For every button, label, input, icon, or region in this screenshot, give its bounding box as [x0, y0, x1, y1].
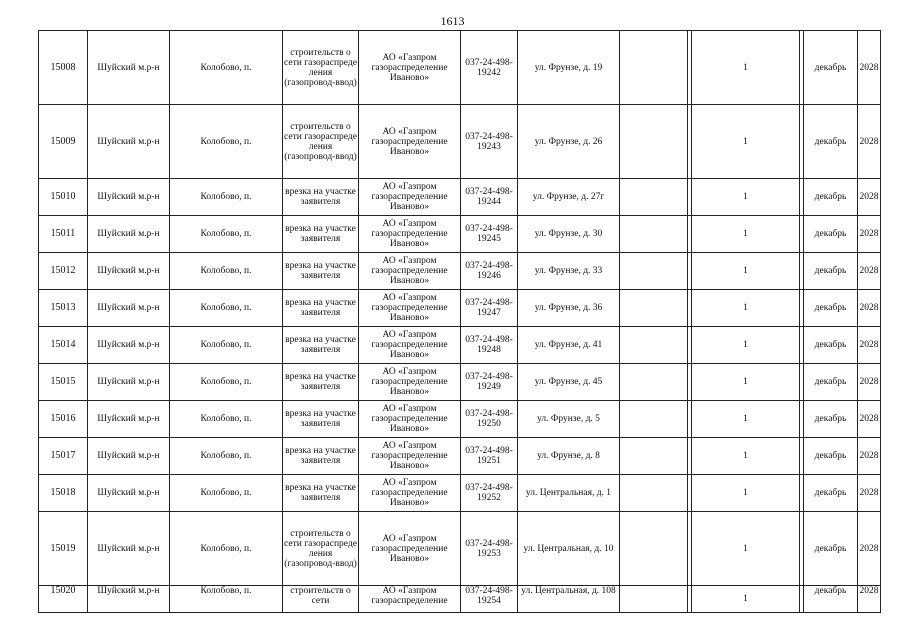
work-cell: врезка на участке заявителя [283, 327, 359, 364]
empty-cell [620, 31, 688, 105]
work-cell: врезка на участке заявителя [283, 216, 359, 253]
month-cell: декабрь [804, 290, 858, 327]
district-cell: Шуйский м.р-н [88, 105, 170, 179]
table-row [39, 512, 881, 586]
locality-cell: Колобово, п. [170, 216, 283, 253]
qty-value: 1 [691, 475, 800, 511]
qty-value: 1 [691, 438, 800, 474]
code-cell: 037-24-498-19246 [461, 253, 518, 290]
district-cell: Шуйский м.р-н [88, 438, 170, 475]
locality-cell: Колобово, п. [170, 364, 283, 401]
empty-cell [620, 586, 688, 613]
code-cell: 037-24-498-19245 [461, 216, 518, 253]
table-row [39, 105, 881, 179]
num-cell: 15020 [39, 586, 88, 613]
address-cell: ул. Центральная, д. 10 [518, 512, 620, 586]
address-cell: ул. Фрунзе, д. 27г [518, 179, 620, 216]
org-cell: АО «Газпром газораспределение Иваново» [359, 179, 461, 216]
address-cell: ул. Фрунзе, д. 45 [518, 364, 620, 401]
qty-value: 1 [691, 586, 800, 612]
empty-cell [620, 438, 688, 475]
num-cell: 15010 [39, 179, 88, 216]
work-cell: врезка на участке заявителя [283, 475, 359, 512]
year-cell: 2028 [858, 364, 881, 401]
qty-value: 1 [691, 216, 800, 252]
locality-cell: Колобово, п. [170, 179, 283, 216]
qty-cell [688, 290, 804, 327]
qty-value: 1 [691, 105, 800, 178]
year-cell: 2028 [858, 253, 881, 290]
month-cell: декабрь [804, 216, 858, 253]
qty-cell [688, 512, 804, 586]
num-cell: 15017 [39, 438, 88, 475]
work-cell: врезка на участке заявителя [283, 438, 359, 475]
locality-cell: Колобово, п. [170, 31, 283, 105]
district-cell: Шуйский м.р-н [88, 179, 170, 216]
code-cell: 037-24-498-19242 [461, 31, 518, 105]
year-cell: 2028 [858, 586, 881, 613]
code-cell: 037-24-498-19254 [461, 586, 518, 613]
org-cell: АО «Газпром газораспределение Иваново» [359, 105, 461, 179]
org-cell: АО «Газпром газораспределение Иваново» [359, 364, 461, 401]
empty-cell [620, 512, 688, 586]
table-row [39, 31, 881, 105]
month-cell: декабрь [804, 401, 858, 438]
year-cell: 2028 [858, 290, 881, 327]
qty-cell [688, 475, 804, 512]
year-cell: 2028 [858, 105, 881, 179]
address-cell: ул. Центральная, д. 1 [518, 475, 620, 512]
register-table [38, 30, 881, 613]
qty-value: 1 [691, 327, 800, 363]
num-cell: 15018 [39, 475, 88, 512]
locality-cell: Колобово, п. [170, 586, 283, 613]
locality-cell: Колобово, п. [170, 327, 283, 364]
month-cell: декабрь [804, 364, 858, 401]
work-cell: врезка на участке заявителя [283, 401, 359, 438]
qty-cell [688, 31, 804, 105]
page-number: 1613 [440, 14, 465, 28]
num-cell: 15011 [39, 216, 88, 253]
address-cell: ул. Центральная, д. 108 [518, 586, 620, 613]
month-cell: декабрь [804, 105, 858, 179]
org-cell: АО «Газпром газораспределение [359, 586, 461, 613]
district-cell: Шуйский м.р-н [88, 327, 170, 364]
empty-cell [620, 216, 688, 253]
address-cell: ул. Фрунзе, д. 41 [518, 327, 620, 364]
code-cell: 037-24-498-19252 [461, 475, 518, 512]
num-cell: 15013 [39, 290, 88, 327]
work-cell: врезка на участке заявителя [283, 253, 359, 290]
table-row [39, 475, 881, 512]
district-cell: Шуйский м.р-н [88, 401, 170, 438]
org-cell: АО «Газпром газораспределение Иваново» [359, 401, 461, 438]
qty-cell [688, 216, 804, 253]
year-cell: 2028 [858, 179, 881, 216]
month-cell: декабрь [804, 438, 858, 475]
month-cell: декабрь [804, 586, 858, 613]
code-cell: 037-24-498-19251 [461, 438, 518, 475]
year-cell: 2028 [858, 512, 881, 586]
qty-cell [688, 401, 804, 438]
locality-cell: Колобово, п. [170, 475, 283, 512]
code-cell: 037-24-498-19249 [461, 364, 518, 401]
month-cell: декабрь [804, 253, 858, 290]
empty-cell [620, 105, 688, 179]
month-cell: декабрь [804, 475, 858, 512]
empty-cell [620, 475, 688, 512]
table-row [39, 401, 881, 438]
year-cell: 2028 [858, 327, 881, 364]
qty-cell [688, 364, 804, 401]
qty-cell [688, 179, 804, 216]
empty-cell [620, 401, 688, 438]
num-cell: 15015 [39, 364, 88, 401]
work-cell: врезка на участке заявителя [283, 179, 359, 216]
qty-value: 1 [691, 512, 800, 585]
qty-cell [688, 327, 804, 364]
work-cell: врезка на участке заявителя [283, 290, 359, 327]
district-cell: Шуйский м.р-н [88, 364, 170, 401]
year-cell: 2028 [858, 438, 881, 475]
qty-value: 1 [691, 179, 800, 215]
org-cell: АО «Газпром газораспределение Иваново» [359, 475, 461, 512]
address-cell: ул. Фрунзе, д. 36 [518, 290, 620, 327]
num-cell: 15009 [39, 105, 88, 179]
month-cell: декабрь [804, 512, 858, 586]
table-row [39, 586, 881, 613]
month-cell: декабрь [804, 327, 858, 364]
qty-cell [688, 105, 804, 179]
year-cell: 2028 [858, 31, 881, 105]
work-cell: врезка на участке заявителя [283, 364, 359, 401]
district-cell: Шуйский м.р-н [88, 31, 170, 105]
org-cell: АО «Газпром газораспределение Иваново» [359, 216, 461, 253]
num-cell: 15008 [39, 31, 88, 105]
work-cell: строительств о сети газораспреде ления (газопровод-ввод) [283, 512, 359, 586]
table-row [39, 253, 881, 290]
qty-value: 1 [691, 290, 800, 326]
empty-cell [620, 364, 688, 401]
table-row [39, 327, 881, 364]
org-cell: АО «Газпром газораспределение Иваново» [359, 512, 461, 586]
district-cell: Шуйский м.р-н [88, 512, 170, 586]
empty-cell [620, 290, 688, 327]
org-cell: АО «Газпром газораспределение Иваново» [359, 438, 461, 475]
table-body [39, 31, 881, 613]
table-row [39, 364, 881, 401]
district-cell: Шуйский м.р-н [88, 253, 170, 290]
district-cell: Шуйский м.р-н [88, 216, 170, 253]
qty-value: 1 [691, 253, 800, 289]
year-cell: 2028 [858, 475, 881, 512]
month-cell: декабрь [804, 31, 858, 105]
empty-cell [620, 327, 688, 364]
address-cell: ул. Фрунзе, д. 8 [518, 438, 620, 475]
code-cell: 037-24-498-19250 [461, 401, 518, 438]
code-cell: 037-24-498-19243 [461, 105, 518, 179]
locality-cell: Колобово, п. [170, 438, 283, 475]
month-cell: декабрь [804, 179, 858, 216]
code-cell: 037-24-498-19248 [461, 327, 518, 364]
work-cell: строительств о сети [283, 586, 359, 613]
empty-cell [620, 253, 688, 290]
qty-cell [688, 253, 804, 290]
address-cell: ул. Фрунзе, д. 33 [518, 253, 620, 290]
num-cell: 15012 [39, 253, 88, 290]
num-cell: 15019 [39, 512, 88, 586]
num-cell: 15014 [39, 327, 88, 364]
qty-value: 1 [691, 364, 800, 400]
empty-cell [620, 179, 688, 216]
district-cell: Шуйский м.р-н [88, 475, 170, 512]
locality-cell: Колобово, п. [170, 401, 283, 438]
address-cell: ул. Фрунзе, д. 26 [518, 105, 620, 179]
district-cell: Шуйский м.р-н [88, 586, 170, 613]
year-cell: 2028 [858, 401, 881, 438]
address-cell: ул. Фрунзе, д. 5 [518, 401, 620, 438]
table-row [39, 438, 881, 475]
code-cell: 037-24-498-19247 [461, 290, 518, 327]
qty-value: 1 [691, 401, 800, 437]
org-cell: АО «Газпром газораспределение Иваново» [359, 253, 461, 290]
org-cell: АО «Газпром газораспределение Иваново» [359, 31, 461, 105]
year-cell: 2028 [858, 216, 881, 253]
work-cell: строительств о сети газораспреде ления (газопровод-ввод) [283, 105, 359, 179]
address-cell: ул. Фрунзе, д. 19 [518, 31, 620, 105]
table-row [39, 216, 881, 253]
qty-cell [688, 586, 804, 613]
org-cell: АО «Газпром газораспределение Иваново» [359, 327, 461, 364]
org-cell: АО «Газпром газораспределение Иваново» [359, 290, 461, 327]
locality-cell: Колобово, п. [170, 290, 283, 327]
locality-cell: Колобово, п. [170, 105, 283, 179]
code-cell: 037-24-498-19253 [461, 512, 518, 586]
locality-cell: Колобово, п. [170, 512, 283, 586]
qty-cell [688, 438, 804, 475]
table-row [39, 290, 881, 327]
work-cell: строительств о сети газораспреде ления (газопровод-ввод) [283, 31, 359, 105]
locality-cell: Колобово, п. [170, 253, 283, 290]
qty-value: 1 [691, 31, 800, 104]
address-cell: ул. Фрунзе, д. 30 [518, 216, 620, 253]
district-cell: Шуйский м.р-н [88, 290, 170, 327]
code-cell: 037-24-498-19244 [461, 179, 518, 216]
table-row [39, 179, 881, 216]
num-cell: 15016 [39, 401, 88, 438]
